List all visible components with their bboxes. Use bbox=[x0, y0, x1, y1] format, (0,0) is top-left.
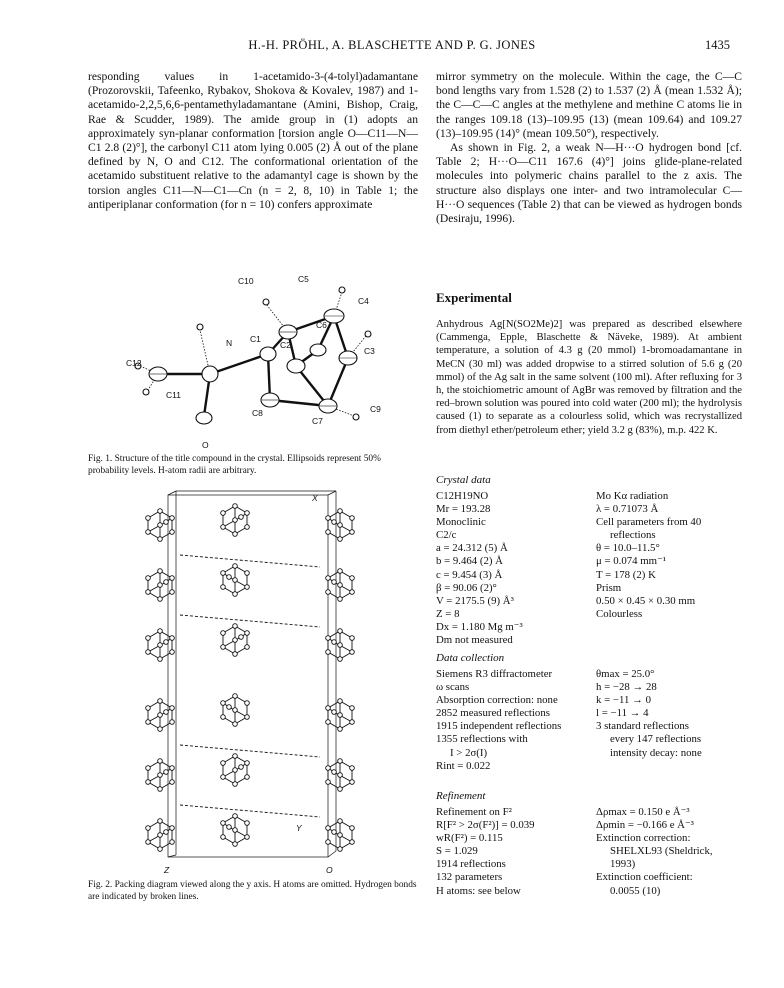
data-collection-line: ω scans bbox=[436, 681, 470, 694]
data-collection-line: every 147 reflections bbox=[610, 733, 702, 746]
data-collection-line: Rint = 0.022 bbox=[436, 759, 491, 772]
atom-label-c4: C4 bbox=[358, 296, 369, 306]
crystal-data-line: 0.50 × 0.45 × 0.30 mm bbox=[596, 594, 696, 607]
crystal-data-section bbox=[436, 474, 742, 647]
refinement-line: Extinction correction: bbox=[596, 832, 691, 845]
packing-molecule bbox=[221, 694, 250, 727]
refinement-line: Refinement on F² bbox=[436, 806, 512, 818]
axis-label-origin: O bbox=[326, 865, 333, 875]
refinement-line: R[F² > 2σ(F²)] = 0.039 bbox=[436, 819, 535, 832]
atom-label-c9: C9 bbox=[370, 404, 381, 414]
hydrogen-bond-line bbox=[180, 745, 320, 757]
packing-molecule bbox=[146, 759, 175, 792]
atom-label-c3: C3 bbox=[364, 346, 375, 356]
data-collection-line: intensity decay: none bbox=[610, 746, 702, 759]
crystal-data-line: c = 9.454 (3) Å bbox=[436, 568, 503, 581]
refinement-line: 1993) bbox=[610, 858, 636, 871]
data-collection-section bbox=[436, 652, 742, 773]
crystal-data-line: Dx = 1.180 Mg m⁻³ bbox=[436, 620, 523, 633]
data-collection-left bbox=[436, 668, 596, 773]
data-collection-line: h = −28 → 28 bbox=[596, 681, 657, 694]
refinement-line: S = 1.029 bbox=[436, 845, 478, 858]
hydrogen-bond-line bbox=[180, 615, 320, 627]
data-collection-line: 1915 independent reflections bbox=[436, 720, 562, 733]
packing-molecule bbox=[326, 569, 355, 602]
packing-molecule bbox=[326, 819, 355, 852]
data-collection-line: 1355 reflections with bbox=[436, 733, 528, 746]
packing-molecule bbox=[221, 814, 250, 847]
packing-molecule bbox=[146, 819, 175, 852]
crystal-data-line: T = 178 (2) K bbox=[596, 568, 656, 581]
atom-label-c10: C10 bbox=[238, 276, 254, 286]
hydrogen-bond-line bbox=[180, 555, 320, 567]
packing-molecule bbox=[146, 569, 175, 602]
crystal-data-right bbox=[596, 490, 742, 647]
crystal-data-line: μ = 0.074 mm⁻¹ bbox=[596, 555, 667, 568]
atom-label-c8: C8 bbox=[252, 408, 263, 418]
right-column-text bbox=[436, 70, 742, 226]
figure-2-packing-diagram bbox=[140, 485, 370, 880]
crystal-data-line: Monoclinic bbox=[436, 516, 486, 529]
packing-molecule bbox=[221, 624, 250, 657]
refinement-right bbox=[596, 806, 742, 898]
atom-label-c11: C11 bbox=[166, 390, 181, 400]
data-collection-line: Absorption correction: none bbox=[436, 694, 558, 707]
page-number: 1435 bbox=[705, 38, 730, 52]
packing-molecule bbox=[146, 629, 175, 662]
crystal-data-line: Dm not measured bbox=[436, 634, 513, 647]
packing-molecule bbox=[221, 564, 250, 597]
packing-molecule bbox=[146, 509, 175, 542]
crystal-data-line: b = 9.464 (2) Å bbox=[436, 555, 503, 568]
axis-label-z: Z bbox=[164, 865, 170, 875]
data-collection-line: I > 2σ(I) bbox=[450, 746, 488, 759]
refinement-line: H atoms: see below bbox=[436, 884, 521, 897]
atom-label-o: O bbox=[202, 440, 209, 450]
refinement-line: Δρmin = −0.166 e Å⁻³ bbox=[596, 819, 694, 832]
axis-label-x: X bbox=[312, 493, 318, 503]
packing-molecule bbox=[146, 699, 175, 732]
crystal-data-line: C2/c bbox=[436, 529, 457, 542]
crystal-data-line: β = 90.06 (2)° bbox=[436, 581, 497, 594]
atom-label-c5: C5 bbox=[298, 274, 309, 284]
atom-label-c6: C6 bbox=[316, 320, 327, 330]
crystal-data-line: V = 2175.5 (9) Å³ bbox=[436, 594, 514, 607]
atom-label-c2: C2 bbox=[280, 340, 291, 350]
crystal-data-line: Mr = 193.28 bbox=[436, 503, 491, 516]
crystal-data-line: Colourless bbox=[596, 607, 643, 620]
experimental-heading: Experimental bbox=[436, 290, 512, 305]
left-paragraph: responding values in 1-acetamido-3-(4-tolyl)adamantane (Prozorovskii, Tafeenko, Rybakov, Shokova & Kovalev, 1987) and 1-acetamido-2,2,5,6,6-pentamethyladamantane (Amini, Bishop, Craig, Rae & Scudder, 1989). The amide group in (1) adopts an approximately syn-planar conformation [torsion angle O—C11—N—C1 2.8 (2)°], the carbonyl C11 atom lying 0.005 (2) Å out of the plane defined by N, O and C12. The conformational orientation of the acetamido substituent relative to the adamantyl cage is shown by the torsion angles C11—N—C1—Cn (n = 2, 8, 10) in Table 1; the antiperiplanar conformation (for n = 10) confers approximate bbox=[88, 70, 418, 211]
right-paragraph-2: As shown in Fig. 2, a weak N—H···O hydrogen bond [cf. Table 2; H···O—C11 167.6 (4)°] joins glide-plane-related molecules into polymeric chains parallel to the z axis. The structure also displays one inter- and two intramolecular C—H···O sequences (Table 2) that can be viewed as hydrogen bonds (Desiraju, 1996). bbox=[436, 141, 742, 226]
crystal-data-line: Prism bbox=[596, 581, 622, 594]
atom-label-c1: C1 bbox=[250, 334, 261, 344]
refinement-line: Δρmax = 0.150 e Å⁻³ bbox=[596, 806, 690, 818]
data-collection-line: 2852 measured reflections bbox=[436, 707, 550, 720]
experimental-text: Anhydrous Ag[N(SO2Me)2] was prepared as described elsewhere (Cammenga, Epple, Blaschette & Näveke, 1989). At ambient temperature, a solution of 4.3 g (20 mmol) 1-bromoadamantane in MeCN (30 ml) was added dropwise to a stirred solution of 5.6 g (20 mmol) of the Ag salt in the same solvent (100 ml). After refluxing for 3 h, the stoichiometric amount of AgBr was removed by filtration and the red–brown solution was poured into cold water (200 ml); the hydrolysis caused (1) to separate as a colourless solid, which was recrystallized from diethyl ether/petroleum ether; yield 3.2 g (83%), m.p. 422 K. bbox=[436, 319, 742, 436]
axis-label-y: Y bbox=[296, 823, 302, 833]
figure-1-caption: Fig. 1. Structure of the title compound in the crystal. Ellipsoids represent 50% probability levels. H-atom radii are arbitrary. bbox=[88, 454, 381, 476]
data-collection-line: l = −11 → 4 bbox=[596, 707, 649, 720]
atom-label-c7: C7 bbox=[312, 416, 323, 426]
data-collection-line: Siemens R3 diffractometer bbox=[436, 668, 553, 680]
packing-molecule bbox=[221, 754, 250, 787]
figure-1-molecule bbox=[120, 270, 390, 460]
crystal-data-line: Mo Kα radiation bbox=[596, 490, 669, 502]
data-collection-heading: Data collection bbox=[436, 652, 505, 664]
packing-molecule bbox=[326, 629, 355, 662]
refinement-line: 132 parameters bbox=[436, 871, 503, 884]
page-header bbox=[0, 38, 784, 58]
left-column-text bbox=[88, 70, 418, 212]
crystal-data-line: a = 24.312 (5) Å bbox=[436, 542, 508, 555]
refinement-section bbox=[436, 790, 742, 898]
atom-label-n: N bbox=[226, 338, 233, 348]
packing-molecule bbox=[221, 504, 250, 537]
crystal-data-line: Cell parameters from 40 bbox=[596, 516, 702, 529]
crystal-data-line: reflections bbox=[610, 529, 656, 542]
packing-molecule bbox=[326, 699, 355, 732]
crystal-data-heading: Crystal data bbox=[436, 474, 491, 486]
data-collection-line: 3 standard reflections bbox=[596, 720, 689, 733]
data-collection-line: θmax = 25.0° bbox=[596, 668, 655, 680]
refinement-line: Extinction coefficient: bbox=[596, 871, 693, 884]
refinement-line: 0.0055 (10) bbox=[610, 884, 661, 897]
figure-2-caption: Fig. 2. Packing diagram viewed along the y axis. H atoms are omitted. Hydrogen bonds are indicated by broken lines. bbox=[88, 880, 417, 902]
refinement-line: 1914 reflections bbox=[436, 858, 506, 871]
crystal-data-line: λ = 0.71073 Å bbox=[596, 503, 659, 516]
right-paragraph-1: mirror symmetry on the molecule. Within the cage, the C—C bond lengths vary from 1.528 (2) to 1.537 (2) Å (mean 1.532 Å); the C—C—C angles at the methylene and methine C atoms lie in the ranges 109.18 (13)–109.95 (13) (mean 109.64) and 109.27 (13)–109.95 (14)° (mean 109.50°), respectively. bbox=[436, 70, 742, 140]
crystal-data-line: θ = 10.0–11.5° bbox=[596, 542, 660, 555]
refinement-line: SHELXL93 (Sheldrick, bbox=[610, 845, 713, 858]
refinement-heading: Refinement bbox=[436, 790, 486, 802]
atom-label-c12: C12 bbox=[126, 358, 142, 368]
crystal-data-line: Z = 8 bbox=[436, 607, 460, 620]
refinement-left bbox=[436, 806, 596, 898]
hydrogen-bond-line bbox=[180, 805, 320, 817]
data-collection-line: k = −11 → 0 bbox=[596, 694, 651, 707]
packing-molecule bbox=[326, 759, 355, 792]
running-title: H.-H. PRÖHL, A. BLASCHETTE AND P. G. JONES bbox=[248, 38, 536, 52]
refinement-line: wR(F²) = 0.115 bbox=[436, 832, 503, 845]
packing-molecule bbox=[326, 509, 355, 542]
crystal-data-left bbox=[436, 490, 596, 647]
crystal-data-line: C12H19NO bbox=[436, 490, 489, 502]
data-collection-right bbox=[596, 668, 742, 773]
